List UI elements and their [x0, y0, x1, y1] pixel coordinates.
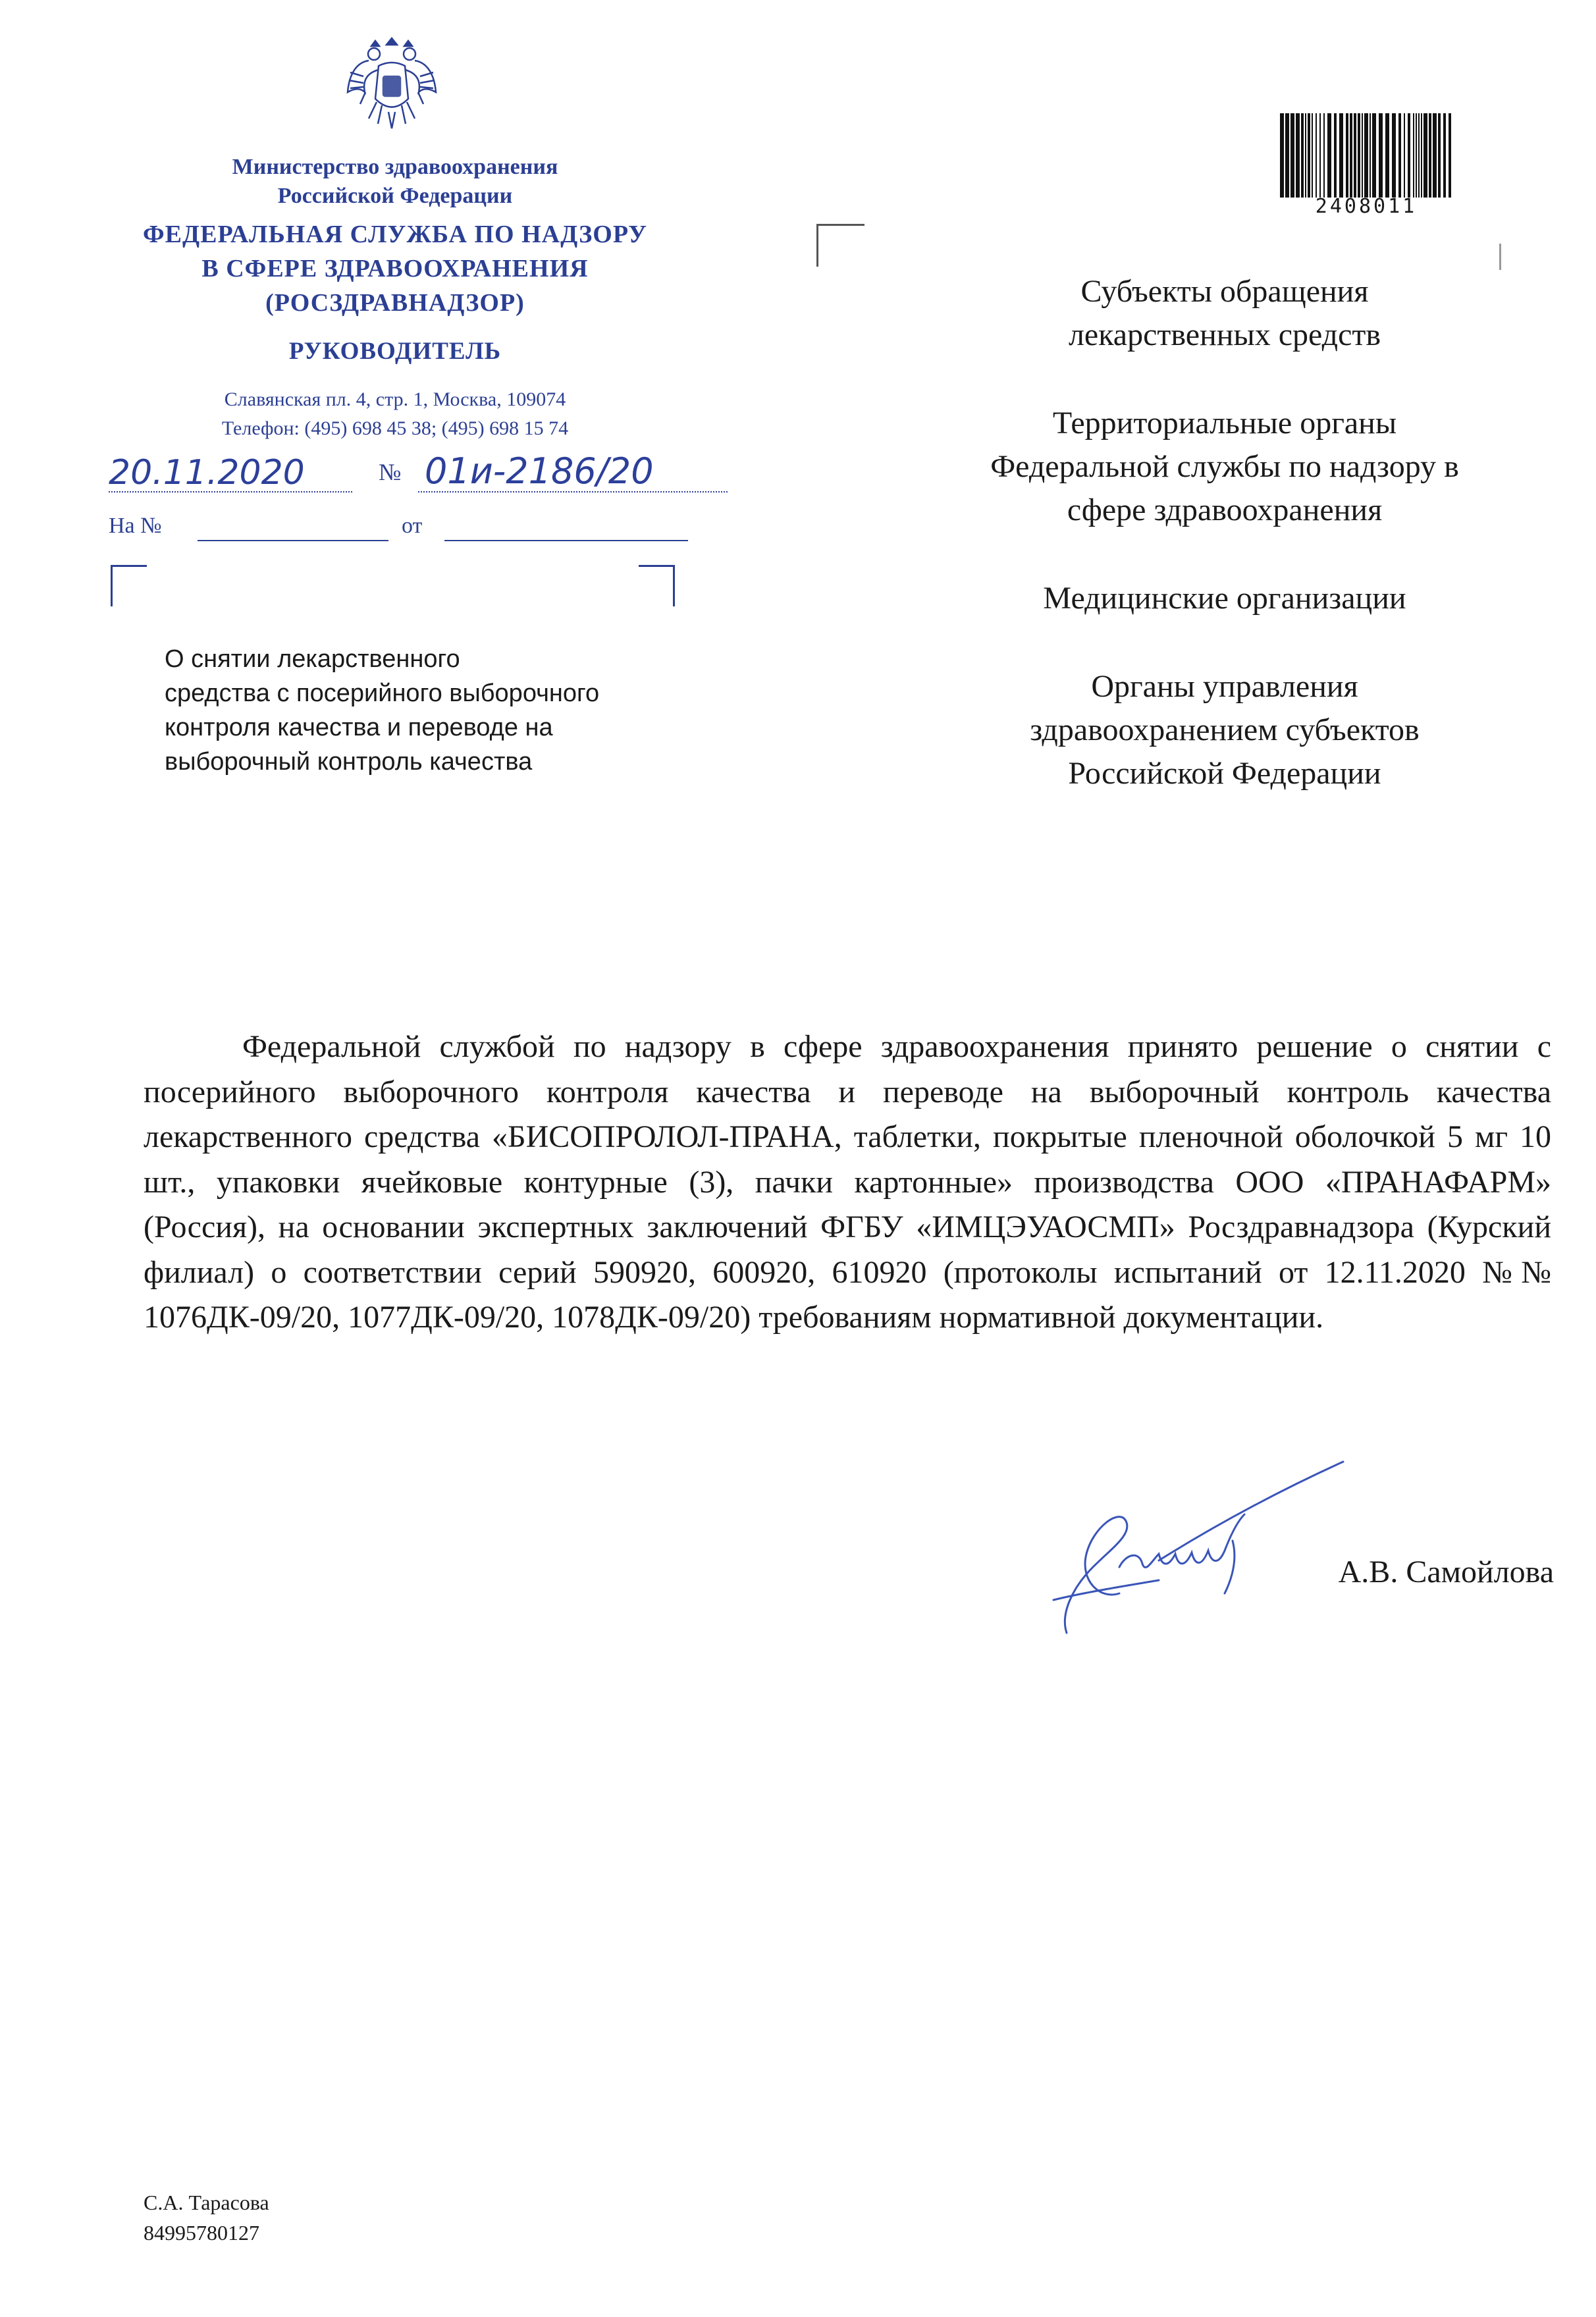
barcode-bar: [1433, 113, 1437, 198]
registration-row: [109, 450, 754, 499]
barcode-bar: [1392, 113, 1396, 198]
letter-subject: [165, 642, 744, 779]
barcode-bar: [1449, 113, 1451, 198]
service-name: [53, 217, 737, 320]
barcode-bar: [1323, 113, 1325, 198]
addressees-list: [922, 270, 1528, 840]
head-title: РУКОВОДИТЕЛЬ: [288, 338, 502, 365]
signer-name: А.В. Самойлова: [1338, 1555, 1554, 1589]
barcode-bar: [1408, 113, 1410, 198]
number-sign: №: [379, 459, 402, 485]
address-block: [53, 385, 737, 443]
barcode-bar: [1290, 113, 1294, 198]
date-underline: [109, 491, 352, 493]
barcode-bar: [1296, 113, 1300, 198]
subject-line: выборочный контроль качества: [165, 748, 533, 776]
barcode-bar: [1413, 113, 1414, 198]
barcode-bar: [1370, 113, 1371, 198]
address-corner-left: [816, 224, 864, 267]
subject-line: контроля качества и переводе на: [165, 714, 553, 741]
service-line-3: (РОСЗДРАВНАДЗОР): [265, 289, 525, 317]
number-underline: [418, 491, 728, 493]
barcode-bar: [1398, 113, 1401, 198]
reply-date-label: от: [402, 514, 423, 538]
barcode-bar: [1346, 113, 1348, 198]
barcode-bar: [1364, 113, 1368, 198]
addressee-line: Субъекты обращения: [1080, 274, 1369, 309]
ministry-line-1: Министерство здравоохранения: [232, 155, 558, 179]
barcode-bar: [1334, 113, 1337, 198]
executor-phone: 84995780127: [144, 2221, 259, 2245]
handwritten-signature: [961, 1435, 1370, 1646]
barcode-bar: [1379, 113, 1383, 198]
barcode-bar: [1421, 113, 1422, 198]
ministry-name: [53, 153, 737, 211]
addressee-line: сфере здравоохранения: [1067, 493, 1383, 527]
reply-reference-row: [109, 514, 688, 550]
executor-info: [144, 2187, 269, 2248]
barcode-icon: [1279, 113, 1454, 198]
barcode-bar: [1312, 113, 1313, 198]
addressee-line: Российской Федерации: [1068, 756, 1381, 791]
barcode-bar: [1305, 113, 1306, 198]
barcode-bar: [1429, 113, 1431, 198]
barcode-bar: [1350, 113, 1352, 198]
barcode-bar: [1319, 113, 1321, 198]
barcode-bar: [1372, 113, 1376, 198]
addressee-group: [922, 665, 1528, 795]
barcode-bar: [1358, 113, 1360, 198]
executor-name: С.А. Тарасова: [144, 2191, 269, 2214]
ministry-line-2: Российской Федерации: [277, 184, 513, 208]
barcode-bar: [1385, 113, 1389, 198]
service-line-2: В СФЕРЕ ЗДРАВООХРАНЕНИЯ: [201, 255, 589, 282]
barcode-bar: [1416, 113, 1417, 198]
subject-line: средства с посерийного выборочного: [165, 679, 600, 707]
barcode-bar: [1362, 113, 1363, 198]
phone-line: Телефон: (495) 698 45 38; (495) 698 15 74: [221, 417, 569, 439]
addressee-line: здравоохранением субъектов: [1030, 712, 1420, 747]
reply-number-line: [198, 540, 388, 541]
barcode-bar: [1438, 113, 1441, 198]
subject-corner-right: [639, 565, 675, 606]
reply-number-label: На №: [109, 514, 162, 538]
addressee-group: [922, 270, 1528, 357]
barcode-number: 2408011: [1315, 195, 1418, 218]
registration-number: 01и-2186/20: [425, 450, 654, 492]
barcode-bar: [1443, 113, 1446, 198]
addressee-line: лекарственных средств: [1068, 317, 1381, 352]
service-line-1: ФЕДЕРАЛЬНАЯ СЛУЖБА ПО НАДЗОРУ: [143, 221, 647, 248]
barcode-bar: [1404, 113, 1405, 198]
letter-body: Федеральной службой по надзору в сфере здравоохранения принято решение о снятии с посерийного выборочного контроля качества и переводе на выборочный контроль качества лекарственного средства «БИСОПРОЛОЛ-ПРАНА, таблетки, покрытые пленочной оболочкой 5 мг 10 шт., упаковки ячейковые контурные (3), пачки картонные» производства ООО «ПРАНАФАРМ» (Россия), на основании экспертных заключений ФГБУ «ИМЦЭУАОСМП» Росздравнадзора (Курский филиал) о соответствии серий 590920, 600920, 610920 (протоколы испытаний от 12.11.2020 №№ 1076ДК-09/20, 1077ДК-09/20, 1078ДК-09/20) требованиям нормативной документации.: [144, 1029, 1551, 1335]
barcode-bar: [1301, 113, 1304, 198]
addressee-group: [922, 577, 1528, 620]
double-headed-eagle-emblem-icon: [342, 26, 441, 138]
subject-line: О снятии лекарственного: [165, 645, 460, 673]
barcode-bar: [1308, 113, 1310, 198]
barcode-bar: [1285, 113, 1289, 198]
address-corner-right: [1499, 244, 1501, 270]
barcode-bar: [1423, 113, 1427, 198]
barcode-bar: [1339, 113, 1343, 198]
address-line: Славянская пл. 4, стр. 1, Москва, 109074: [224, 388, 566, 410]
registration-date: 20.11.2020: [109, 453, 305, 493]
barcode-bar: [1280, 113, 1284, 198]
addressee-line: Органы управления: [1091, 669, 1358, 704]
addressee-line: Медицинские организации: [1043, 581, 1406, 616]
subject-corner-left: [111, 565, 147, 606]
barcode-bar: [1354, 113, 1356, 198]
addressee-line: Федеральной службы по надзору в: [990, 449, 1459, 484]
barcode-bar: [1327, 113, 1331, 198]
barcode-bar: [1418, 113, 1420, 198]
addressee-group: [922, 402, 1528, 532]
reply-date-line: [444, 540, 688, 541]
addressee-line: Территориальные органы: [1052, 406, 1397, 440]
barcode-bar: [1316, 113, 1317, 198]
